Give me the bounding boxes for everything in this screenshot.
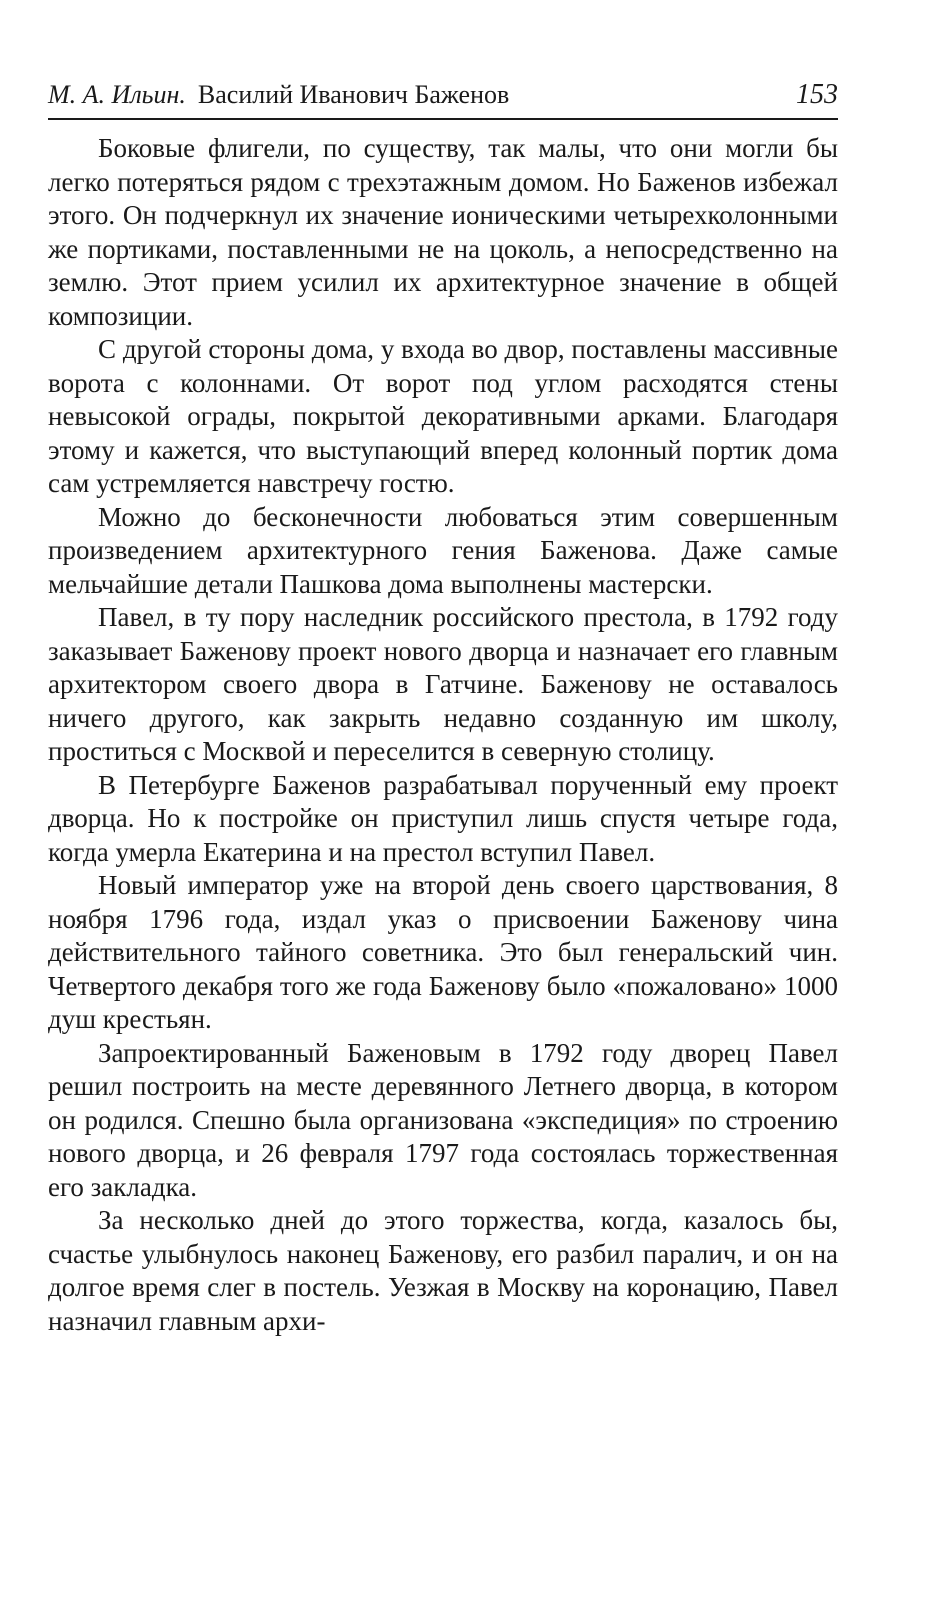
book-page [48,78,838,1338]
header-title: Василий Иванович Баженов [197,80,510,109]
paragraph: В Петербурге Баженов разрабатывал порученный ему проект дворца. Но к постройке он приступил лишь спустя четыре года, когда умерла Екатерина и на престол вступил Павел. [48,769,838,867]
paragraph: Павел, в ту пору наследник российского престола, в 1792 году заказывает Баженову проект нового дворца и назначает его главным архитектором своего двора в Гатчине. Баженову не оставалось ничего другого, как закрыть недавно созданную им школу, проститься с Москвой и переселится в северную столицу. [48,602,838,766]
header-author: М. А. Ильин. [48,80,186,109]
body-text [48,132,838,1338]
paragraph: Можно до бесконечности любоваться этим совершенным произведением архитектурного гения Баженова. Даже самые мельчайшие детали Пашкова дома выполнены мастерски. [48,501,838,599]
header-left [48,78,509,112]
paragraph: За несколько дней до этого торжества, когда, казалось бы, счастье улыбнулось наконец Баженову, его разбил паралич, и он на долгое время слег в постель. Уезжая в Москву на коронацию, Павел назначил главным архи- [48,1205,838,1336]
paragraph: С другой стороны дома, у входа во двор, поставлены массивные ворота с колоннами. От ворот под углом расходятся стены невысокой ограды, покрытой декоративными арками. Благодаря этому и кажется, что выступающий вперед колонный портик дома сам устремляется навстречу гостю. [48,334,838,498]
page-number: 153 [796,79,838,110]
paragraph: Новый император уже на второй день своего царствования, 8 ноября 1796 года, издал указ о присвоении Баженову чина действительного тайного советника. Это был генеральский чин. Четвертого декабря того же года Баженову было «пожаловано» 1000 душ крестьян. [48,870,838,1034]
running-header [48,78,838,120]
paragraph: Запроектированный Баженовым в 1792 году дворец Павел решил построить на месте деревянного Летнего дворца, в котором он родился. Спешно была организована «экспедиция» по строению нового дворца, и 26 февраля 1797 года состоялась торжественная его закладка. [48,1037,838,1202]
paragraph: Боковые флигели, по существу, так малы, что они могли бы легко потеряться рядом с трехэтажным домом. Но Баженов избежал этого. Он подчеркнул их значение ионическими четырехколонными же портиками, поставленными не на цоколь, а непосредственно на землю. Этот прием усилил их архитектурное значение в общей композиции. [48,133,838,331]
